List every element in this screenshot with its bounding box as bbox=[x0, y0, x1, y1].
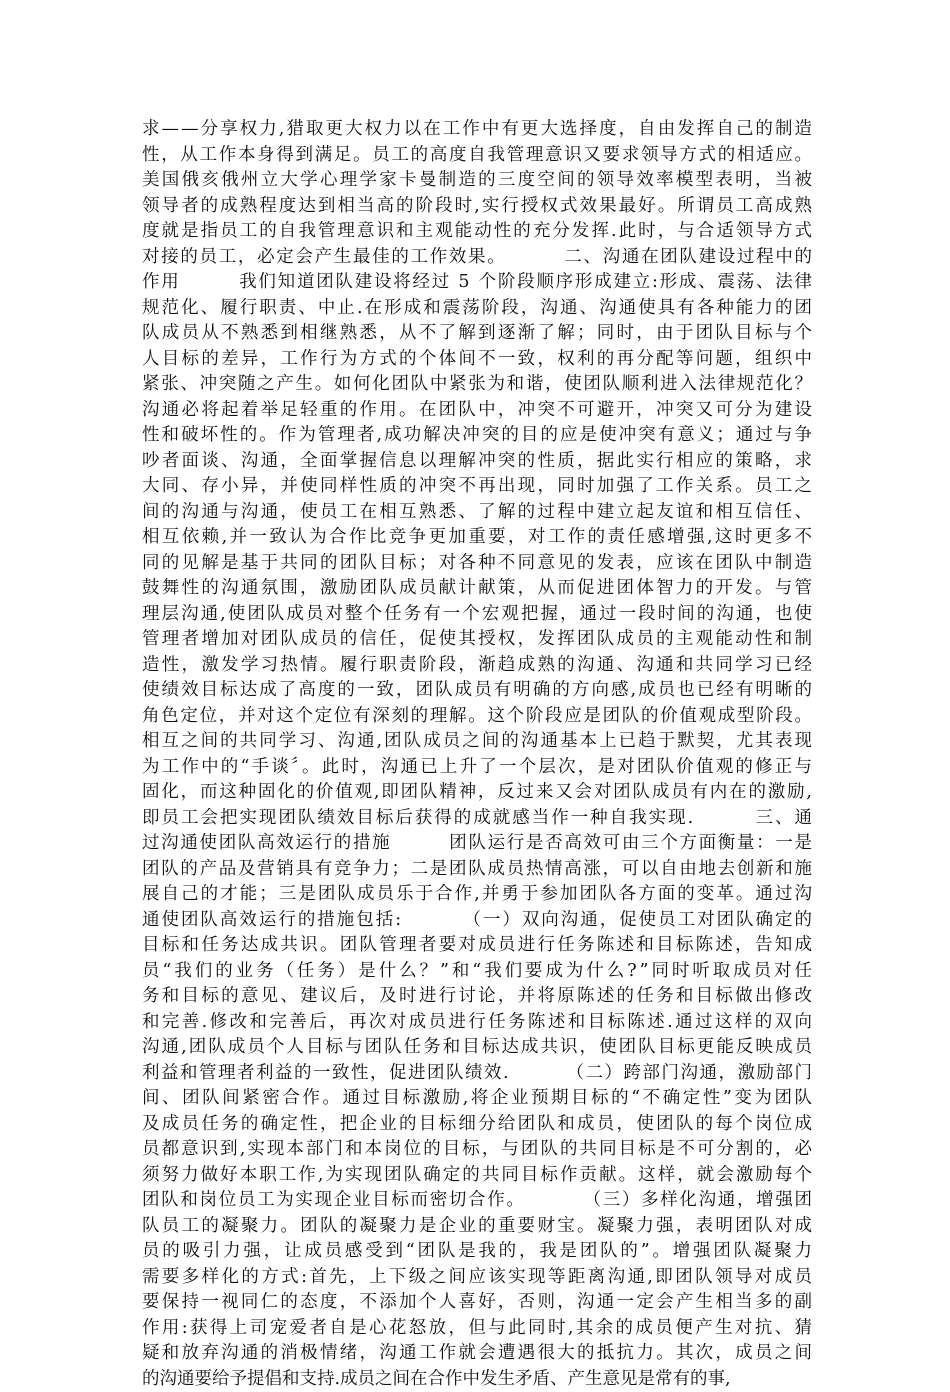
text-line: 规范化、履行职责、中止.在形成和震荡阶段，沟通、沟通使具有各种能力的团 bbox=[142, 296, 812, 322]
text-line: 相互依赖,并一致认为合作比竞争更加重要，对工作的责任感增强,这时更多不 bbox=[142, 525, 812, 551]
text-line: 过沟通使团队高效运行的措施 团队运行是否高效可由三个方面衡量：一是 bbox=[142, 831, 812, 857]
text-line: 度就是指员工的自我管理意识和主观能动性的充分发挥.此时，与合适领导方式 bbox=[142, 219, 812, 245]
text-line: 同的见解是基于共同的团队目标；对各种不同意见的发表，应该在团队中制造 bbox=[142, 551, 812, 577]
text-line: 疑和放弃沟通的消极情绪，沟通工作就会遭遇很大的抵抗力。其次，成员之间 bbox=[142, 1341, 812, 1367]
text-line: 须努力做好本职工作,为实现团队确定的共同目标作贡献。这样，就会激励每个 bbox=[142, 1163, 812, 1189]
text-line: 人目标的差异，工作行为方式的个体间不一致，权利的再分配等问题，组织中 bbox=[142, 347, 812, 373]
text-line: 及成员任务的确定性，把企业的目标细分给团队和成员，使团队的每个岗位成 bbox=[142, 1112, 812, 1138]
text-line: 作用 我们知道团队建设将经过 5 个阶段顺序形成建立:形成、震荡、法律 bbox=[142, 270, 812, 296]
text-line: 大同、存小异，并使同样性质的冲突不再出现，同时加强了工作关系。员工之 bbox=[142, 474, 812, 500]
text-line: 理层沟通,使团队成员对整个任务有一个宏观把握，通过一段时间的沟通，也使 bbox=[142, 602, 812, 628]
text-line: 相互之间的共同学习、沟通,团队成员之间的沟通基本上已趋于默契，尤其表现 bbox=[142, 729, 812, 755]
text-line: 性，从工作本身得到满足。员工的高度自我管理意识又要求领导方式的相适应。 bbox=[142, 143, 812, 169]
text-line: 队成员从不熟悉到相继熟悉，从不了解到逐渐了解；同时，由于团队目标与个 bbox=[142, 321, 812, 347]
text-line: 员的吸引力强，让成员感受到“团队是我的，我是团队的”。增强团队凝聚力 bbox=[142, 1239, 812, 1265]
text-line: 团队的产品及营销具有竞争力；二是团队成员热情高涨，可以自由地去创新和施 bbox=[142, 857, 812, 883]
text-line: 展自己的才能；三是团队成员乐于合作,并勇于参加团队各方面的变革。通过沟 bbox=[142, 882, 812, 908]
text-line: 队员工的凝聚力。团队的凝聚力是企业的重要财宝。凝聚力强，表明团队对成 bbox=[142, 1214, 812, 1240]
text-line: 和完善.修改和完善后，再次对成员进行任务陈述和目标陈述.通过这样的双向 bbox=[142, 1010, 812, 1036]
text-line: 沟通,团队成员个人目标与团队任务和目标达成共识，使团队目标更能反映成员 bbox=[142, 1035, 812, 1061]
text-line: 作用:获得上司宠爱者自是心花怒放，但与此同时,其余的成员便产生对抗、猜 bbox=[142, 1316, 812, 1342]
text-line: 紧张、冲突随之产生。如何化团队中紧张为和谐，使团队顺利进入法律规范化？ bbox=[142, 372, 812, 398]
text-line: 员“我们的业务（任务）是什么？”和“我们要成为什么?”同时听取成员对任 bbox=[142, 959, 812, 985]
text-line: 沟通必将起着举足轻重的作用。在团队中，冲突不可避开，冲突又可分为建设 bbox=[142, 398, 812, 424]
text-line: 目标和任务达成共识。团队管理者要对成员进行任务陈述和目标陈述，告知成 bbox=[142, 933, 812, 959]
text-line: 务和目标的意见、建议后，及时进行讨论，并将原陈述的任务和目标做出修改 bbox=[142, 984, 812, 1010]
text-line: 需要多样化的方式:首先，上下级之间应该实现等距离沟通,即团队领导对成员 bbox=[142, 1265, 812, 1291]
text-line: 即员工会把实现团队绩效目标后获得的成就感当作一种自我实现. 三、通 bbox=[142, 806, 812, 832]
text-line: 通使团队高效运行的措施包括: （一）双向沟通，促使员工对团队确定的 bbox=[142, 908, 812, 934]
body-text bbox=[142, 117, 812, 1392]
text-line: 鼓舞性的沟通氛围，激励团队成员献计献策，从而促进团体智力的开发。与管 bbox=[142, 576, 812, 602]
text-line: 要保持一视同仁的态度，不添加个人喜好，否则，沟通一定会产生相当多的副 bbox=[142, 1290, 812, 1316]
text-line: 角色定位，并对这个定位有深刻的理解。这个阶段应是团队的价值观成型阶段。 bbox=[142, 704, 812, 730]
text-line: 美国俄亥俄州立大学心理学家卡曼制造的三度空间的领导效率模型表明，当被 bbox=[142, 168, 812, 194]
text-line: 间的沟通与沟通，使员工在相互熟悉、了解的过程中建立起友谊和相互信任、 bbox=[142, 500, 812, 526]
text-line: 求——分享权力,猎取更大权力以在工作中有更大选择度，自由发挥自己的制造 bbox=[142, 117, 812, 143]
text-line: 间、团队间紧密合作。通过目标激励,将企业预期目标的“不确定性”变为团队 bbox=[142, 1086, 812, 1112]
text-line: 固化，而这种固化的价值观,即团队精神，反过来又会对团队成员有内在的激励, bbox=[142, 780, 812, 806]
text-line: 为工作中的“手谈〞。此时，沟通已上升了一个层次，是对团队价值观的修正与 bbox=[142, 755, 812, 781]
text-line: 团队和岗位员工为实现企业目标而密切合作。 （三）多样化沟通，增强团 bbox=[142, 1188, 812, 1214]
text-line: 的沟通要给予提倡和支持.成员之间在合作中发生矛盾、产生意见是常有的事, bbox=[142, 1367, 812, 1392]
text-line: 使绩效目标达成了高度的一致，团队成员有明确的方向感,成员也已经有明晰的 bbox=[142, 678, 812, 704]
text-line: 吵者面谈、沟通，全面掌握信息以理解冲突的性质，据此实行相应的策略，求 bbox=[142, 449, 812, 475]
text-line: 对接的员工，必定会产生最佳的工作效果。 二、沟通在团队建设过程中的 bbox=[142, 245, 812, 271]
text-line: 领导者的成熟程度达到相当高的阶段时,实行授权式效果最好。所谓员工高成熟 bbox=[142, 194, 812, 220]
text-line: 管理者增加对团队成员的信任，促使其授权，发挥团队成员的主观能动性和制 bbox=[142, 627, 812, 653]
text-line: 利益和管理者利益的一致性，促进团队绩效. （二）跨部门沟通，激励部门 bbox=[142, 1061, 812, 1087]
text-line: 性和破坏性的。作为管理者,成功解决冲突的目的应是使冲突有意义；通过与争 bbox=[142, 423, 812, 449]
text-line: 造性，激发学习热情。履行职责阶段，渐趋成熟的沟通、沟通和共同学习已经 bbox=[142, 653, 812, 679]
text-line: 员都意识到,实现本部门和本岗位的目标，与团队的共同目标是不可分割的，必 bbox=[142, 1137, 812, 1163]
